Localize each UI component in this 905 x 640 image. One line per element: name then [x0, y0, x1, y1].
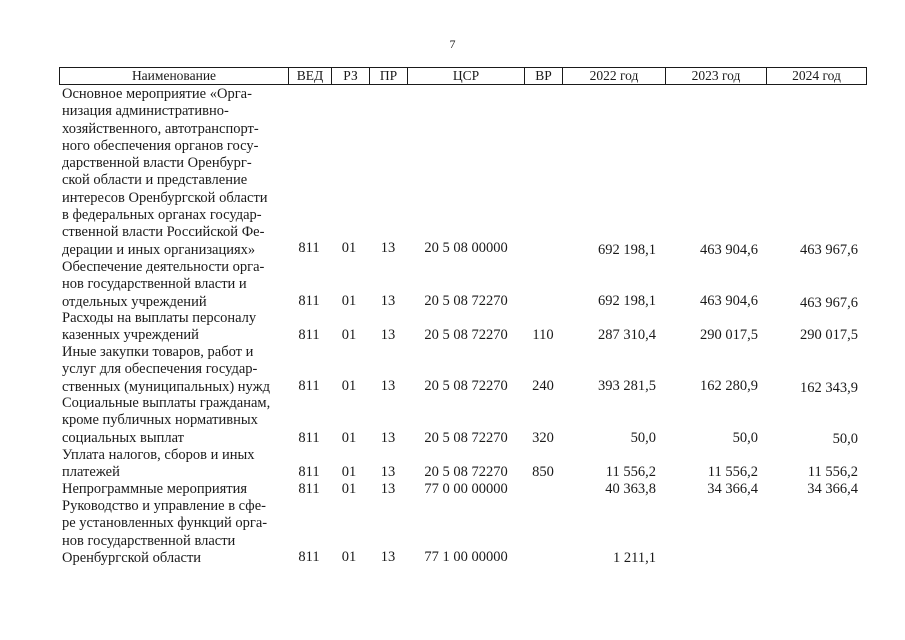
header-2023: 2023 год — [665, 67, 767, 85]
row-2024: 463 967,6 — [800, 242, 858, 258]
row-csr: 20 5 08 72270 — [424, 378, 508, 394]
row-2022: 692 198,1 — [598, 242, 656, 258]
row-2023: 34 366,4 — [707, 481, 758, 497]
row-pr: 13 — [380, 481, 396, 497]
header-2024: 2024 год — [766, 67, 867, 85]
row-ved: 811 — [298, 549, 320, 565]
header-vr: ВР — [524, 67, 563, 85]
row-ved: 811 — [298, 293, 320, 309]
row-csr: 20 5 08 72270 — [424, 293, 508, 309]
row-name: Руководство и управление в сфе- ре установленных функций орга- нов государственной власти Оренбургской области — [62, 498, 268, 566]
row-ved: 811 — [298, 430, 320, 446]
row-name: Расходы на выплаты персоналу казенных учреждений — [62, 310, 257, 344]
row-2024: 463 967,6 — [800, 295, 858, 311]
row-vr: 320 — [532, 430, 554, 446]
row-rz: 01 — [341, 240, 357, 256]
row-2023: 50,0 — [732, 430, 758, 446]
row-ved: 811 — [298, 327, 320, 343]
row-ved: 811 — [298, 378, 320, 394]
row-rz: 01 — [341, 327, 357, 343]
row-2022: 1 211,1 — [613, 550, 656, 566]
header-2022: 2022 год — [562, 67, 666, 85]
row-2024: 34 366,4 — [807, 481, 858, 497]
row-2023: 463 904,6 — [700, 242, 758, 258]
row-name: Социальные выплаты гражданам, кроме публичных нормативных социальных выплат — [62, 395, 271, 446]
row-2023: 162 280,9 — [700, 378, 758, 394]
row-csr: 20 5 08 72270 — [424, 430, 508, 446]
page-number: 7 — [449, 37, 456, 51]
row-rz: 01 — [341, 430, 357, 446]
row-pr: 13 — [380, 293, 396, 309]
row-ved: 811 — [298, 240, 320, 256]
row-pr: 13 — [380, 378, 396, 394]
row-2023: 11 556,2 — [707, 464, 758, 480]
header-pr: ПР — [369, 67, 408, 85]
row-csr: 20 5 08 00000 — [424, 240, 508, 256]
row-2022: 40 363,8 — [605, 481, 656, 497]
header-csr: ЦСР — [407, 67, 525, 85]
row-2024: 290 017,5 — [800, 327, 858, 343]
row-2022: 393 281,5 — [598, 378, 656, 394]
row-ved: 811 — [298, 481, 320, 497]
row-name: Непрограммные мероприятия — [62, 481, 248, 497]
row-csr: 20 5 08 72270 — [424, 327, 508, 343]
row-vr: 850 — [532, 464, 554, 480]
row-name: Иные закупки товаров, работ и услуг для обеспечения государ- ственных (муниципальных) нужд — [62, 344, 270, 395]
row-name: Обеспечение деятельности орга- нов государственной власти и отдельных учреждений — [62, 259, 265, 310]
header-ved: ВЕД — [288, 67, 332, 85]
row-rz: 01 — [341, 378, 357, 394]
row-2023: 463 904,6 — [700, 293, 758, 309]
row-vr: 240 — [532, 378, 554, 394]
row-pr: 13 — [380, 464, 396, 480]
row-csr: 20 5 08 72270 — [424, 464, 508, 480]
row-name: Уплата налогов, сборов и иных платежей — [62, 447, 255, 481]
row-rz: 01 — [341, 293, 357, 309]
header-rz: РЗ — [331, 67, 370, 85]
row-2024: 162 343,9 — [800, 380, 858, 396]
row-pr: 13 — [380, 240, 396, 256]
row-2022: 11 556,2 — [605, 464, 656, 480]
row-2022: 692 198,1 — [598, 293, 656, 309]
row-pr: 13 — [380, 430, 396, 446]
row-rz: 01 — [341, 481, 357, 497]
row-vr: 110 — [532, 327, 554, 343]
row-name: Основное мероприятие «Орга- низация административно- хозяйственного, автотранспорт- ного обеспечения органов госу- дарственной власти Оренбург- ской области и представление интересов Оренбургской области в федеральных органах государ- ственной власти Российской Фе- дерации и иных организациях» — [62, 86, 268, 258]
row-2023: 290 017,5 — [700, 327, 758, 343]
row-ved: 811 — [298, 464, 320, 480]
row-2022: 50,0 — [630, 430, 656, 446]
row-csr: 77 0 00 00000 — [424, 481, 508, 497]
row-2022: 287 310,4 — [598, 327, 656, 343]
row-2024: 11 556,2 — [807, 464, 858, 480]
row-pr: 13 — [380, 549, 396, 565]
row-rz: 01 — [341, 464, 357, 480]
row-2024: 50,0 — [832, 431, 858, 447]
row-rz: 01 — [341, 549, 357, 565]
header-name: Наименование — [59, 67, 289, 85]
row-pr: 13 — [380, 327, 396, 343]
row-csr: 77 1 00 00000 — [424, 549, 508, 565]
